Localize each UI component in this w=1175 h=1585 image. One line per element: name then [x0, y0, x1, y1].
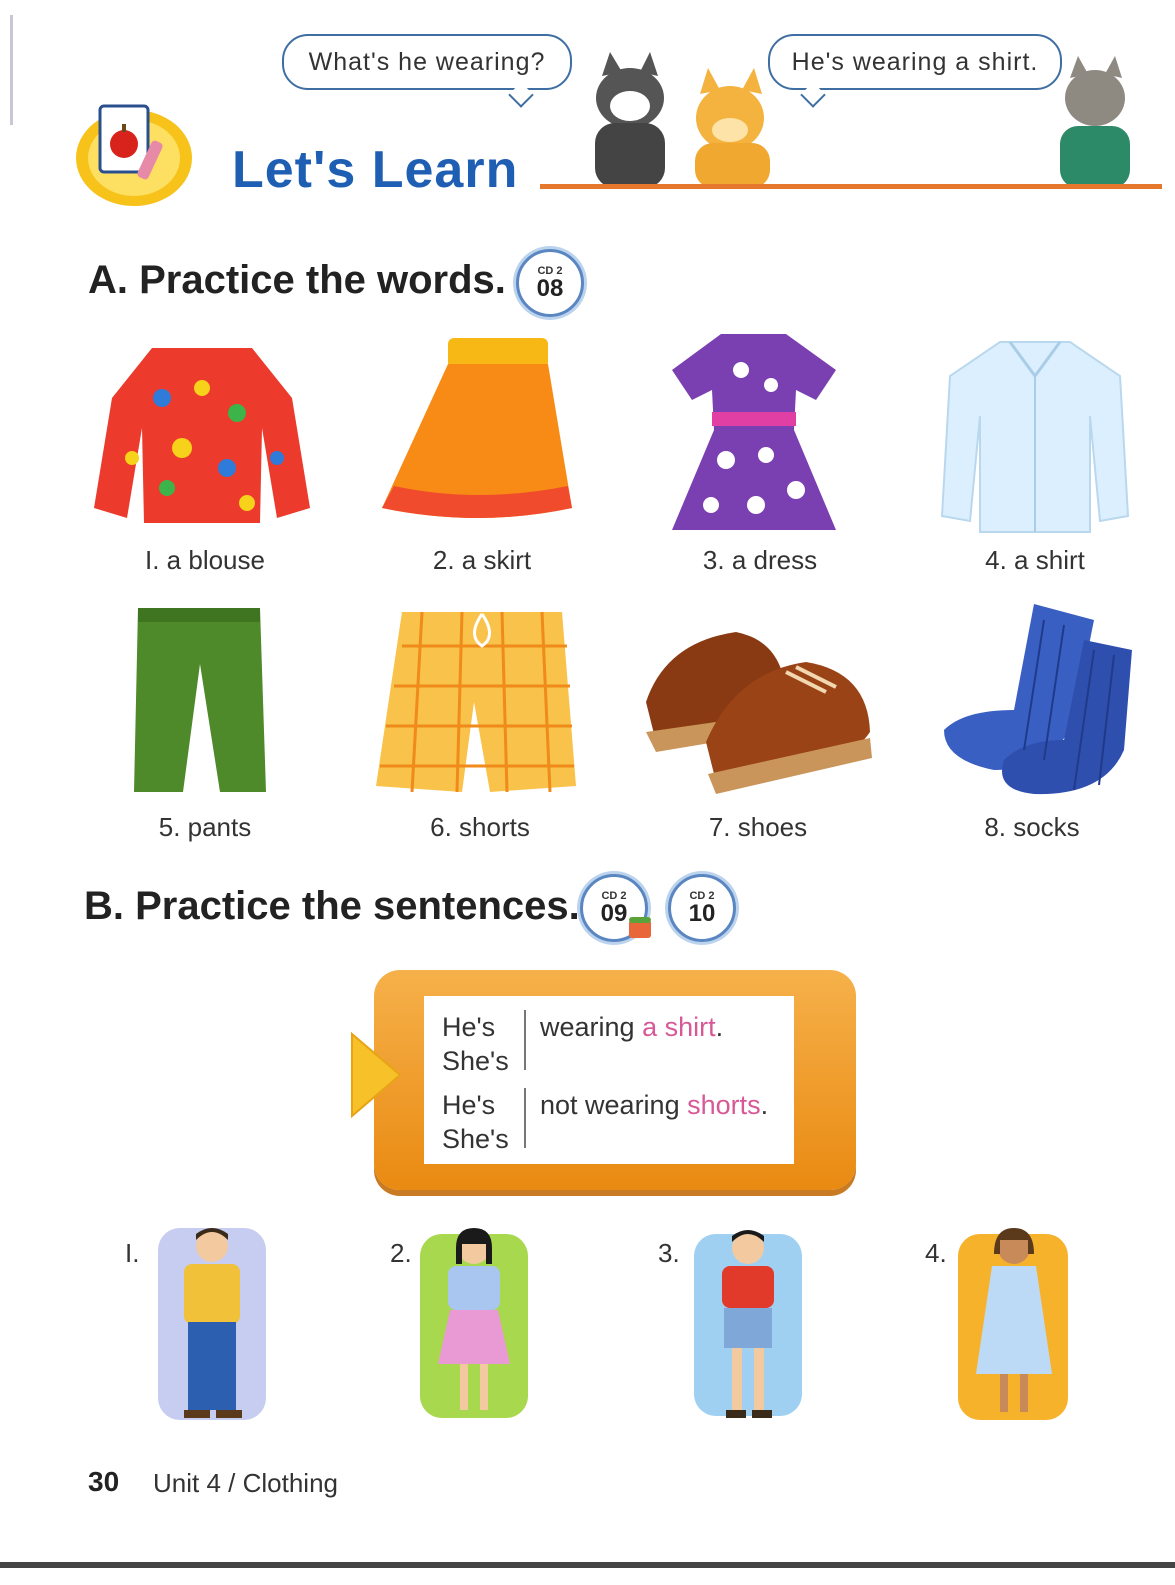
grammar-subject-she-2: She's — [442, 1124, 509, 1154]
word-label-socks: 8. socks — [984, 812, 1080, 842]
word-label-blouse: I. a blouse — [145, 545, 265, 575]
cd-number: 08 — [536, 275, 564, 302]
grammar-divider-1 — [524, 1010, 526, 1070]
page-margin-rule — [10, 15, 13, 125]
play-arrow-icon — [350, 1032, 402, 1118]
cd-label: CD 2 — [537, 265, 563, 277]
kid-number-3: 3. — [658, 1238, 680, 1268]
word-label-shorts: 6. shorts — [430, 812, 530, 842]
girl-blue-dress-image — [972, 1224, 1056, 1424]
grammar-object-1: a shirt — [642, 1012, 716, 1042]
grammar-sentence-1 — [540, 1010, 723, 1044]
lets-learn-logo-icon — [74, 100, 200, 210]
socks-image — [934, 600, 1134, 796]
pants-image — [128, 604, 268, 794]
grammar-object-2: shorts — [687, 1090, 761, 1120]
paint-can-icon — [626, 914, 654, 940]
title-underline — [540, 184, 1162, 189]
kid-number-1: I. — [125, 1238, 140, 1268]
grammar-period-2: . — [760, 1090, 769, 1120]
boy-plaid-shirt-image — [170, 1224, 254, 1424]
cd-number: 09 — [600, 900, 628, 927]
cd-track-08-icon[interactable] — [516, 249, 584, 317]
grammar-sentence-2 — [540, 1088, 768, 1122]
kid-number-4: 4. — [925, 1238, 947, 1268]
cd-label: CD 2 — [689, 890, 715, 902]
skirt-image — [378, 336, 574, 528]
word-label-shirt: 4. a shirt — [985, 545, 1085, 575]
shirt-image — [940, 336, 1130, 536]
question-text: What's he wearing? — [308, 47, 546, 76]
dress-image — [666, 330, 842, 536]
grammar-subject-she-1: She's — [442, 1046, 509, 1076]
boy-red-shirt-image — [706, 1224, 790, 1424]
grammar-divider-2 — [524, 1088, 526, 1148]
page-title: Let's Learn — [232, 141, 519, 199]
shorts-image — [372, 606, 578, 794]
cd-track-10-icon[interactable] — [668, 874, 736, 942]
grammar-period-1: . — [715, 1012, 724, 1042]
word-label-dress: 3. a dress — [702, 545, 818, 575]
word-label-pants: 5. pants — [158, 812, 252, 842]
girl-pink-skirt-image — [432, 1224, 516, 1424]
blouse-image — [92, 338, 312, 528]
speech-bubble-question — [282, 34, 572, 90]
grammar-subject-he-2: He's — [442, 1090, 496, 1120]
word-label-skirt: 2. a skirt — [432, 545, 532, 575]
cats-illustration — [550, 38, 1165, 190]
kid-number-2: 2. — [390, 1238, 412, 1268]
section-b-title: B. Practice the sentences. — [84, 884, 580, 928]
shoes-image — [636, 602, 874, 798]
grammar-verb-1: wearing — [540, 1012, 635, 1042]
cd-label: CD 2 — [601, 890, 627, 902]
grammar-verb-2: not wearing — [540, 1090, 680, 1120]
word-label-shoes: 7. shoes — [708, 812, 808, 842]
grammar-subject-he-1: He's — [442, 1012, 496, 1042]
page-number: 30 — [88, 1466, 120, 1497]
section-a-title: A. Practice the words. — [88, 258, 506, 302]
page-bottom-edge — [0, 1562, 1175, 1568]
unit-label: Unit 4 / Clothing — [153, 1468, 338, 1498]
answer-text: He's wearing a shirt. — [791, 47, 1039, 76]
cd-number: 10 — [688, 900, 716, 927]
